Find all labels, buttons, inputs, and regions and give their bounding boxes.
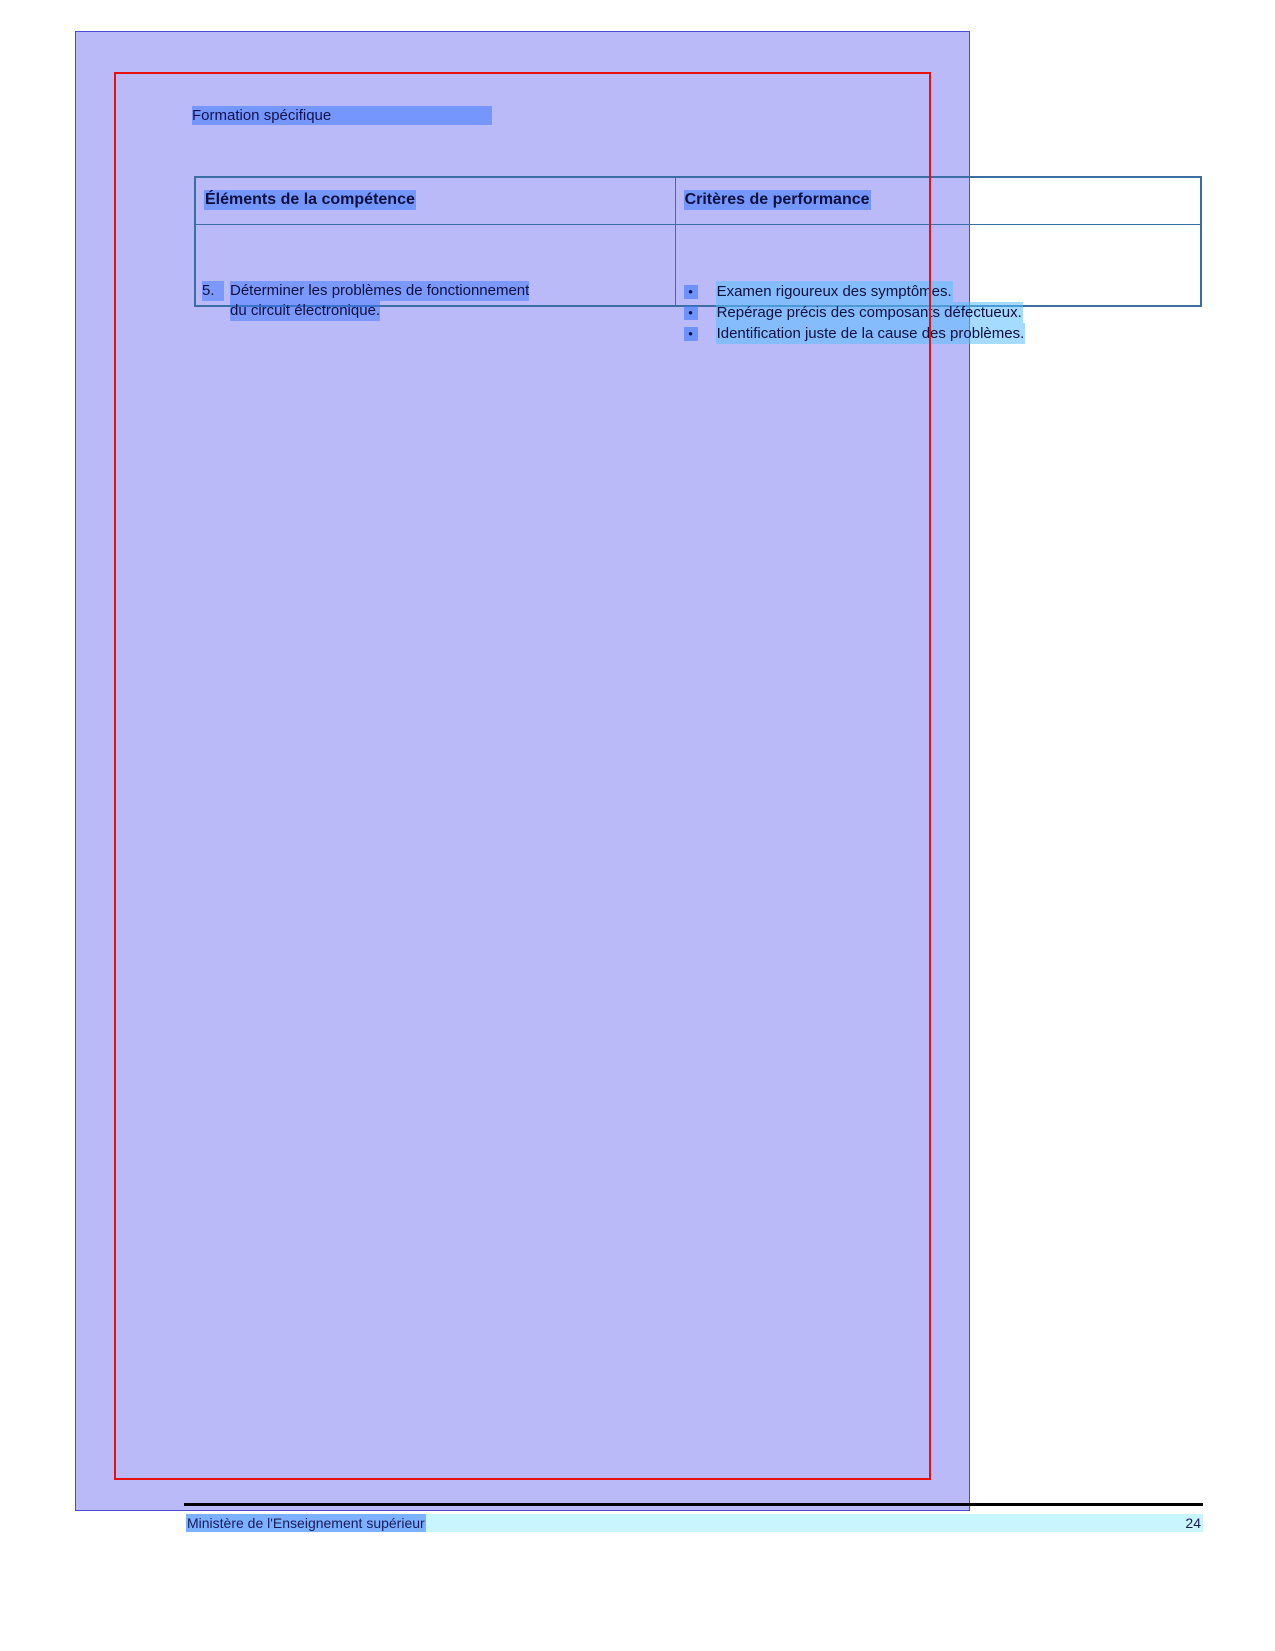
list-item xyxy=(684,281,1199,302)
header-cell-criteria xyxy=(675,177,1201,225)
footer-divider xyxy=(184,1503,1203,1506)
bullet-icon: • xyxy=(684,327,698,341)
list-item xyxy=(684,323,1199,344)
criteria-text-1: Examen rigoureux des symptômes. xyxy=(716,283,952,300)
bullet-icon: • xyxy=(684,285,698,299)
bullet-icon: • xyxy=(684,306,698,320)
criteria-text-3: Identification juste de la cause des problèmes. xyxy=(716,325,1025,342)
table-header-row xyxy=(195,177,1201,225)
footer-ministry-label: Ministère de l'Enseignement supérieur xyxy=(187,1515,425,1531)
cell-element xyxy=(195,225,675,319)
element-number: 5. xyxy=(202,281,224,301)
element-text xyxy=(230,281,660,321)
header-label-criteria: Critères de performance xyxy=(684,191,870,208)
criteria-list xyxy=(684,281,1199,344)
page-number: 24 xyxy=(1185,1515,1201,1531)
cell-criteria xyxy=(675,225,1201,342)
header-label-elements: Éléments de la compétence xyxy=(205,191,415,208)
list-item xyxy=(684,302,1199,323)
competence-table xyxy=(194,176,1202,342)
element-text-line-2: du circuit électronique. xyxy=(230,302,381,319)
header-cell-elements xyxy=(195,177,675,225)
page-region xyxy=(75,31,1201,1531)
page-header-title: Formation spécifique xyxy=(192,106,492,125)
element-text-line-1: Déterminer les problèmes de fonctionnement xyxy=(230,282,530,299)
criteria-text-2: Repérage précis des composants défectueux. xyxy=(716,304,1022,321)
table-row xyxy=(195,225,1201,307)
